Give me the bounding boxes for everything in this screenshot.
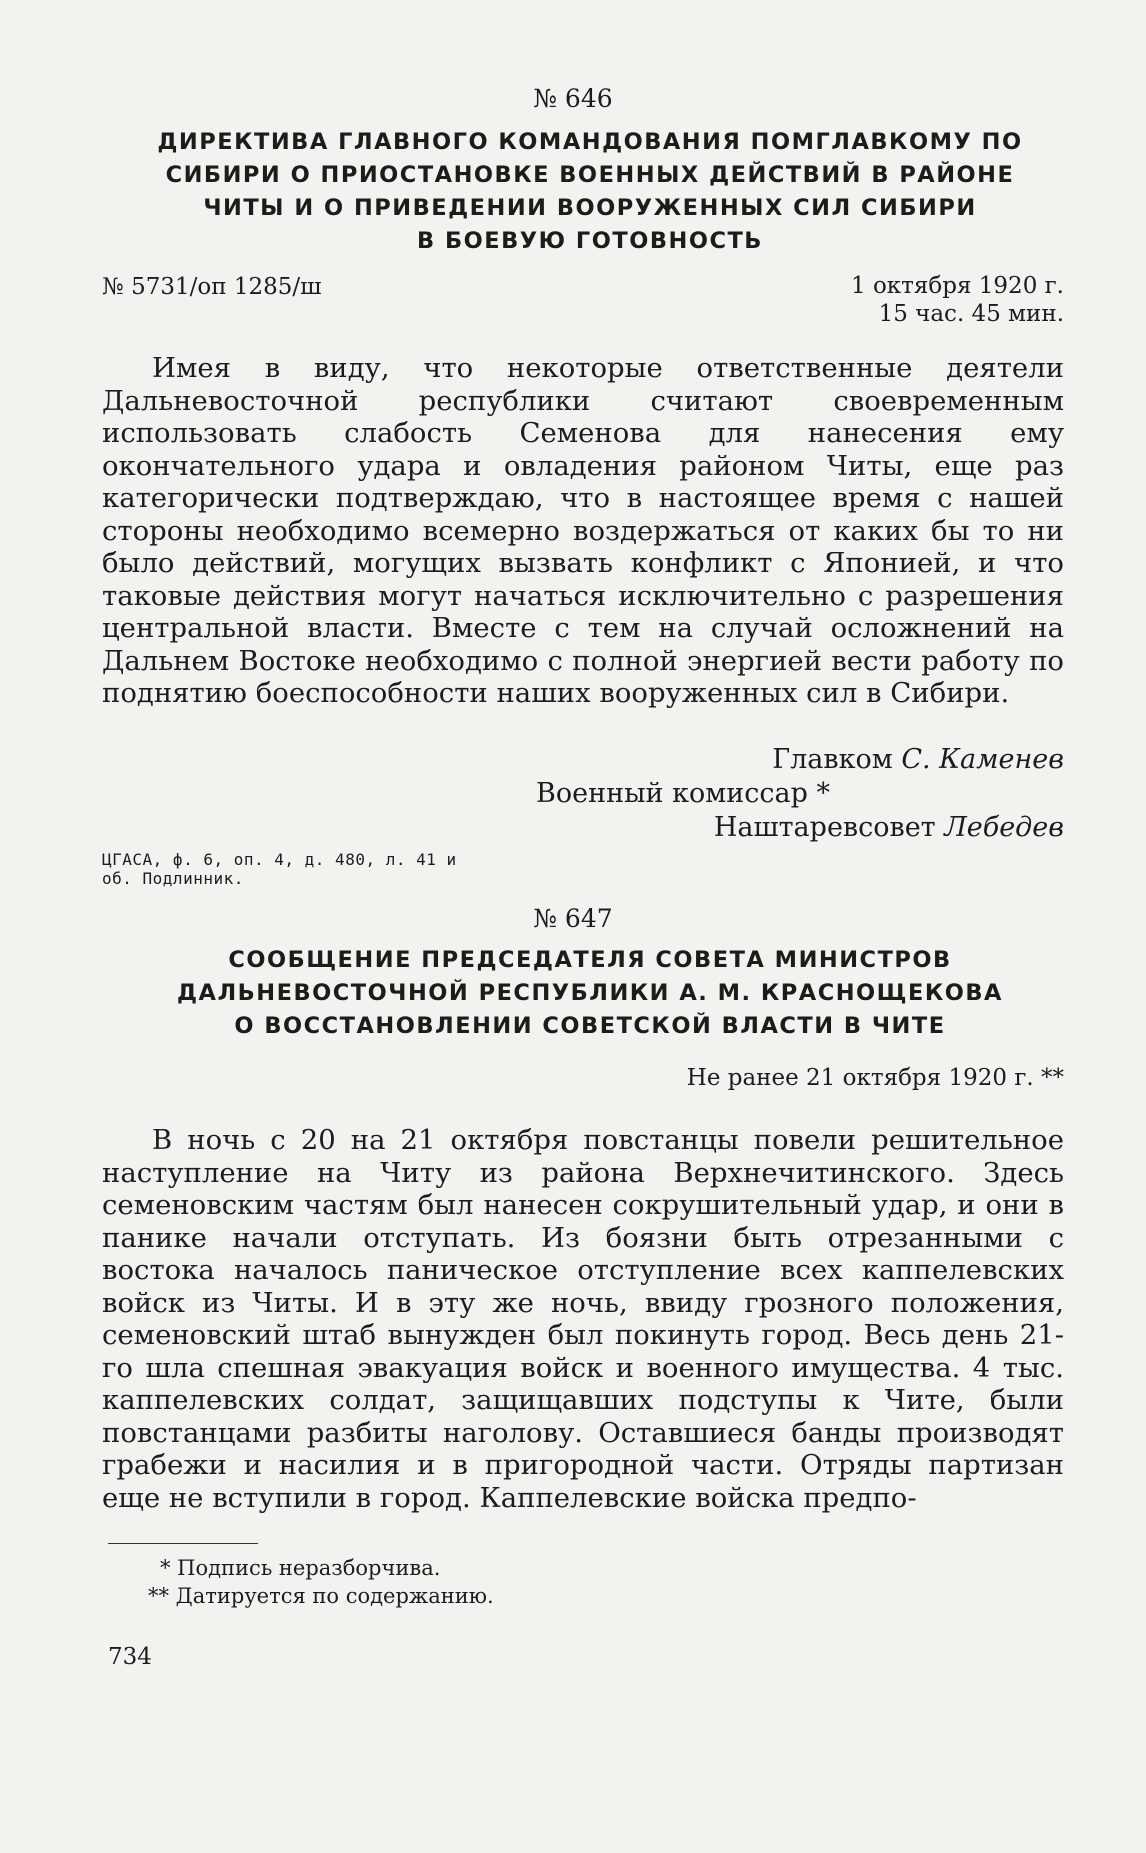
doc-646-title-line: СИБИРИ О ПРИОСТАНОВКЕ ВОЕННЫХ ДЕЙСТВИЙ В РАЙОНЕ (165, 162, 1015, 188)
doc-646-paragraph: Имея в виду, что некоторые ответственные деятели Дальневосточной республики считают своевременным использовать слабость Семенова для нанесения ему окончательного удара и овладения районом Читы, еще раз категорически подтверждаю, что в настоящее время с нашей стороны необходимо всемерно воздержаться от каких бы то ни было действий, могущих вызвать конфликт с Японией, и что таковые действия могут начаться исключительно с разрешения центральной власти. Вместе с тем на случай осложнений на Дальнем Востоке необходимо с полной энергией вести работу по поднятию боеспособности наших вооруженных сил в Сибири. (102, 352, 1064, 709)
doc-646-title (140, 126, 1040, 258)
doc-646-body (102, 352, 1064, 710)
doc-646-date: 1 октября 1920 г. (851, 273, 1064, 299)
doc-646-number: № 646 (533, 84, 613, 113)
doc-647-title (140, 944, 1040, 1043)
doc-647-body (102, 1124, 1064, 1514)
archive-line: об. Подлинник. (102, 869, 244, 888)
doc-646-title-line: В БОЕВУЮ ГОТОВНОСТЬ (417, 228, 763, 254)
doc-647-title-line: О ВОССТАНОВЛЕНИИ СОВЕТСКОЙ ВЛАСТИ В ЧИТЕ (234, 1013, 946, 1039)
doc-646-archive-reference (102, 850, 457, 888)
doc-647-paragraph: В ночь с 20 на 21 октября повстанцы повели решительное наступление на Читу из района Верхнечитинского. Здесь семеновским частям был нанесен сокрушительный удар, и они в панике начали отступать. Из боязни быть отрезанными с востока началось паническое отступление всех каппелевских войск из Читы. И в эту же ночь, ввиду грозного положения, семеновский штаб вынужден был покинуть город. Весь день 21-го шла спешная эвакуация войск и военного имущества. 4 тыс. каппелевских солдат, защищавших подступы к Чите, были повстанцами разбиты наголову. Оставшиеся банды производят грабежи и насилия и в пригородной части. Отряды партизан еще не вступили в город. Каппелевские войска предпо- (102, 1124, 1064, 1514)
doc-647-title-line: ДАЛЬНЕВОСТОЧНОЙ РЕСПУБЛИКИ А. М. КРАСНОЩЕКОВА (177, 980, 1003, 1006)
page-number: 734 (108, 1644, 152, 1670)
signature-glavkom (772, 744, 1064, 775)
glavkom-name: С. Каменев (901, 744, 1064, 775)
doc-647-date: Не ранее 21 октября 1920 г. ** (686, 1065, 1064, 1091)
footnote-1: * Подпись неразборчива. (160, 1556, 441, 1580)
doc-646-ref-number: № 5731/оп 1285/ш (102, 274, 322, 300)
footnote-divider (108, 1543, 258, 1544)
signature-nashtarevsovet (714, 812, 1064, 843)
footnote-2: ** Датируется по содержанию. (148, 1584, 494, 1608)
archive-line: ЦГАСА, ф. 6, оп. 4, д. 480, л. 41 и (102, 850, 457, 869)
doc-647-title-line: СООБЩЕНИЕ ПРЕДСЕДАТЕЛЯ СОВЕТА МИНИСТРОВ (228, 947, 952, 973)
nashtarevsovet-title: Наштаревсовет (713, 812, 936, 843)
doc-646-time: 15 час. 45 мин. (878, 301, 1064, 327)
nashtarevsovet-name: Лебедев (944, 812, 1064, 843)
doc-646-title-line: ДИРЕКТИВА ГЛАВНОГО КОМАНДОВАНИЯ ПОМГЛАВКОМУ ПО (157, 129, 1023, 155)
doc-646-title-line: ЧИТЫ И О ПРИВЕДЕНИИ ВООРУЖЕННЫХ СИЛ СИБИРИ (203, 195, 977, 221)
glavkom-title: Главком (772, 744, 893, 775)
doc-647-number: № 647 (533, 904, 613, 933)
doc-646-datetime (851, 272, 1064, 328)
signature-commissar: Военный комиссар * (536, 778, 830, 809)
